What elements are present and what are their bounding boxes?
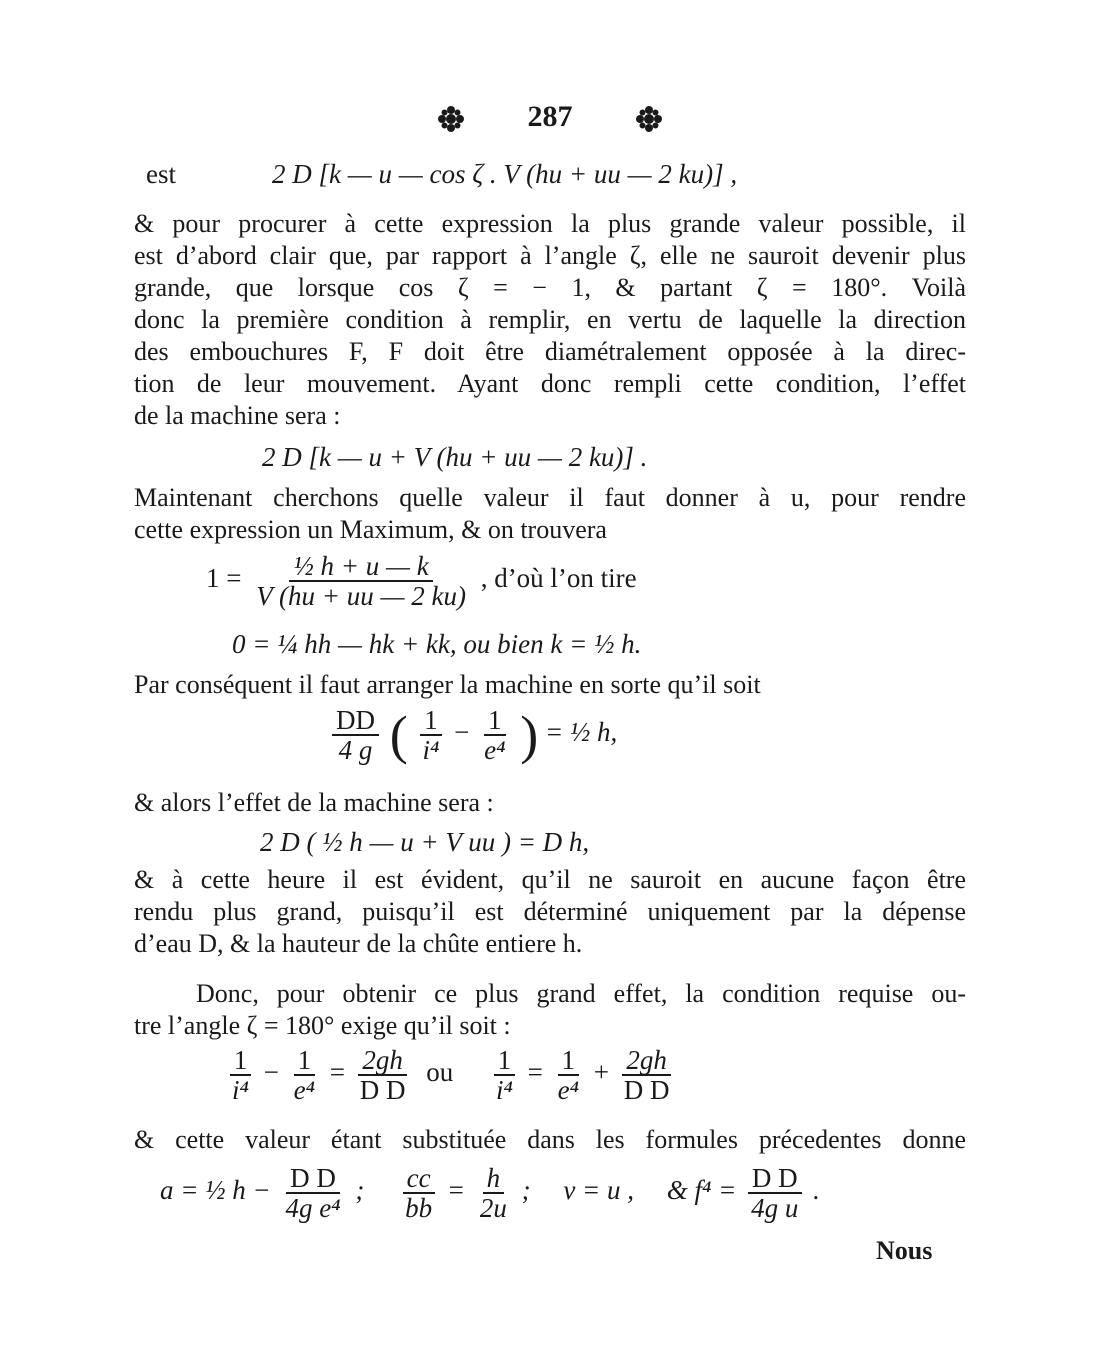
eq3-i-denominator: i⁴ xyxy=(422,735,440,765)
text-line: Par conséquent il faut arranger la machine en sorte qu’il soit xyxy=(134,670,761,699)
eq6-denominator: 4g u xyxy=(751,1193,799,1223)
equals-sign: = xyxy=(446,1175,466,1206)
eq3-denominator: 4 g xyxy=(338,735,373,765)
equation-k: 0 = ¼ hh — hk + kk, ou bien k = ½ h. xyxy=(232,629,642,659)
eq5-numerator: 1 xyxy=(494,1046,516,1076)
period: . xyxy=(813,1175,820,1206)
eq6-f: & f⁴ = xyxy=(666,1175,737,1206)
eq1-tail: , d’où l’on tire xyxy=(480,563,637,594)
text-line: rendu plus grand, puisqu’il est déterminé uniquement par la dépense xyxy=(134,897,966,926)
eq3-fraction-dd xyxy=(332,706,379,764)
eq5-fraction xyxy=(356,1046,410,1104)
flower-ornament-icon xyxy=(636,106,662,132)
text-line: tion de leur mouvement. Ayant donc rempli cette condition, l’effet xyxy=(134,369,966,398)
eq1-lhs: 1 = xyxy=(206,563,242,594)
eq3-fraction-i xyxy=(418,706,443,764)
eq6-numerator: cc xyxy=(403,1164,435,1194)
eq5-denominator: D D xyxy=(623,1075,670,1105)
open-paren-icon: ( xyxy=(389,705,408,765)
minus-sign: − xyxy=(263,1057,279,1088)
eq1-denominator: V (hu + uu — 2 ku) xyxy=(256,581,466,611)
eq5-fraction xyxy=(228,1046,253,1104)
eq5-ou: ou xyxy=(426,1057,454,1088)
eq6-fraction xyxy=(401,1164,436,1222)
text-line: cette expression un Maximum, & on trouvera xyxy=(134,515,607,544)
text-line: d’eau D, & la hauteur de la chûte entiere h. xyxy=(134,929,583,958)
close-paren-icon: ) xyxy=(520,705,539,765)
page-number: 287 xyxy=(527,100,573,133)
eq3-numerator: DD xyxy=(332,706,379,736)
eq5-numerator: 2gh xyxy=(622,1046,671,1076)
eq5-denominator: D D xyxy=(359,1075,406,1105)
eq6-numerator: h xyxy=(483,1164,505,1194)
eq5-fraction xyxy=(290,1046,319,1104)
flower-ornament-icon xyxy=(438,106,464,132)
eq6-a: a = ½ h − xyxy=(160,1175,271,1206)
text-line: est d’abord clair que, par rapport à l’angle ζ, elle ne sauroit devenir plus xyxy=(134,241,966,270)
eq3-tail: = ½ h, xyxy=(544,717,618,748)
eq6-denominator: 2u xyxy=(479,1193,507,1223)
page-header xyxy=(0,100,1100,134)
semicolon: ; xyxy=(521,1175,531,1206)
eq5-fraction xyxy=(492,1046,517,1104)
eq5-denominator: e⁴ xyxy=(293,1075,315,1105)
formula-effect-condition: 2 D [k — u + V (hu + uu — 2 ku)] . xyxy=(262,442,648,472)
equation-arrangement xyxy=(328,706,617,764)
eq3-i-numerator: 1 xyxy=(420,706,442,736)
line-1-word: est xyxy=(146,159,176,189)
eq6-denominator: 4g e⁴ xyxy=(285,1193,341,1223)
text-line: & pour procurer à cette expression la plus grande valeur possible, il xyxy=(134,209,966,238)
plus-sign: + xyxy=(593,1057,609,1088)
eq3-e-denominator: e⁴ xyxy=(484,735,506,765)
eq5-fraction xyxy=(554,1046,583,1104)
eq6-v: v = u , xyxy=(563,1175,635,1206)
catchword: Nous xyxy=(876,1236,933,1265)
text-line: & cette valeur étant substituée dans les formules précedentes donne xyxy=(134,1125,966,1154)
eq6-denominator: bb xyxy=(405,1193,433,1223)
eq6-numerator: D D xyxy=(286,1164,340,1194)
text-line: & alors l’effet de la machine sera : xyxy=(134,788,494,817)
text-line: tre l’angle ζ = 180° exige qu’il soit : xyxy=(134,1011,511,1040)
text-line: de la machine sera : xyxy=(134,401,341,430)
equation-results xyxy=(160,1164,820,1222)
text-line: Maintenant cherchons quelle valeur il faut donner à u, pour rendre xyxy=(134,483,966,512)
eq3-fraction-e xyxy=(480,706,509,764)
equation-requirement xyxy=(224,1046,677,1104)
eq3-e-numerator: 1 xyxy=(484,706,506,736)
equation-maximum xyxy=(206,552,637,610)
eq5-numerator: 1 xyxy=(294,1046,316,1076)
eq6-fraction xyxy=(747,1164,802,1222)
eq1-numerator: ½ h + u — k xyxy=(289,552,432,582)
eq6-fraction xyxy=(281,1164,344,1222)
eq5-denominator: e⁴ xyxy=(557,1075,579,1105)
eq5-numerator: 1 xyxy=(558,1046,580,1076)
text-line: des embouchures F, F doit être diamétralement opposée à la direc- xyxy=(134,337,966,366)
eq5-numerator: 2gh xyxy=(358,1046,407,1076)
eq5-denominator: i⁴ xyxy=(232,1075,249,1105)
equation-effect-final: 2 D ( ½ h — u + V uu ) = D h, xyxy=(260,827,590,857)
eq3-minus: − xyxy=(454,717,470,748)
text-line: & à cette heure il est évident, qu’il ne sauroit en aucune façon être xyxy=(134,865,966,894)
equals-sign: = xyxy=(329,1057,345,1088)
text-line: donc la première condition à remplir, en vertu de laquelle la direction xyxy=(134,305,966,334)
eq5-numerator: 1 xyxy=(230,1046,252,1076)
text-line: Donc, pour obtenir ce plus grand effet, la condition requise ou- xyxy=(196,979,966,1008)
text-line: grande, que lorsque cos ζ = − 1, & partant ζ = 180°. Voilà xyxy=(134,273,966,302)
eq5-denominator: i⁴ xyxy=(495,1075,513,1105)
eq5-fraction xyxy=(620,1046,674,1104)
eq6-numerator: D D xyxy=(748,1164,802,1194)
eq6-fraction xyxy=(476,1164,511,1222)
eq1-fraction xyxy=(252,552,470,610)
semicolon: ; xyxy=(355,1175,365,1206)
formula-effect-general: 2 D [k — u — cos ζ . V (hu + uu — 2 ku)] , xyxy=(272,159,738,189)
equals-sign: = xyxy=(527,1057,543,1088)
